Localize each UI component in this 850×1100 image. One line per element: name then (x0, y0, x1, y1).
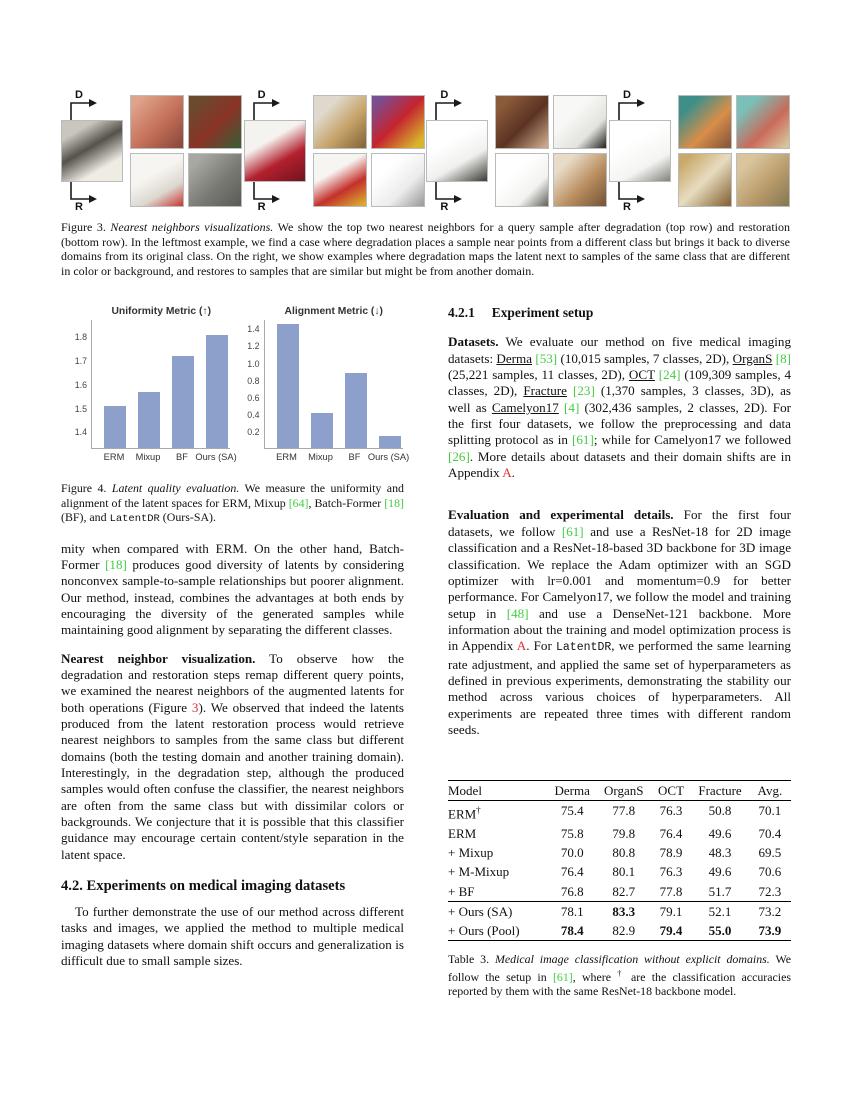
text-segment: We follow the setup in (448, 952, 791, 984)
restoration-label: R (440, 201, 449, 213)
model-cell: ERM† (448, 805, 481, 822)
y-axis-tick: 1.4 (247, 324, 260, 335)
value-cell: 76.3 (659, 864, 683, 880)
text-segment: (25,221 samples, 11 classes, 2D), (448, 367, 629, 383)
value-cell: 82.9 (612, 923, 636, 939)
degradation-arrow-icon (609, 89, 673, 120)
y-axis-tick: 1.8 (74, 332, 87, 343)
text-segment: (10,015 samples, 7 classes, 2D), (557, 350, 733, 366)
degradation-label: D (75, 89, 83, 101)
neighbor-image-courtyard-painting (678, 95, 732, 149)
text-segment: Evaluation and experimental details. (448, 507, 674, 523)
restoration-label: R (75, 201, 83, 213)
value-cell: 69.5 (758, 845, 782, 861)
value-cell: 72.3 (758, 883, 782, 899)
value-cell: 49.6 (708, 864, 732, 880)
bar-mixup (311, 413, 333, 449)
neighbor-image-framed-house-painting (678, 153, 732, 207)
value-cell: 79.1 (659, 903, 683, 919)
value-cell: 75.4 (560, 803, 584, 819)
neighbor-image-dogs-playing-cards-painting (188, 95, 242, 149)
text-segment: We evaluate our method on five medical imaging datasets: (448, 334, 791, 366)
text-segment: Datasets. (448, 334, 499, 350)
x-axis-tick: Ours (SA) (367, 452, 410, 463)
internal-ref-link[interactable]: A (502, 465, 512, 481)
x-axis-tick: Mixup (135, 452, 161, 463)
query-image-red-guitar-photo (244, 120, 306, 182)
citation-link[interactable]: [4] (564, 399, 580, 415)
citation-link[interactable]: [8] (775, 350, 791, 366)
text-segment: are the classification accuracies reported by them with the same ResNet-18 backbone model. (448, 969, 792, 999)
chart-title: Uniformity Metric (↑) (111, 306, 212, 318)
restoration-arrow-icon (61, 182, 125, 213)
citation-link[interactable]: [18] (105, 556, 127, 572)
citation-link[interactable]: [61] (561, 523, 584, 539)
alignment-bar-chart (236, 306, 410, 468)
citation-link[interactable]: [48] (506, 605, 529, 621)
table3-caption (448, 952, 791, 998)
nn-group-4 (609, 89, 790, 213)
text-segment: ; while for Camelyon17 we followed (593, 432, 792, 448)
y-axis-tick: 1.5 (74, 403, 87, 414)
bar-ours-sa- (206, 335, 228, 449)
value-cell: 73.2 (758, 903, 782, 919)
figure3-strip (61, 89, 790, 213)
value-cell: 80.1 (612, 864, 636, 880)
column-header: Fracture (698, 783, 742, 799)
value-cell: 76.3 (659, 803, 683, 819)
value-cell: 52.1 (708, 903, 732, 919)
table-row (448, 882, 791, 901)
model-cell: ERM (448, 826, 477, 842)
value-cell: 70.6 (758, 864, 782, 880)
neighbor-image-flesh-abstract-painting (130, 95, 184, 149)
citation-link[interactable]: [64] (288, 495, 309, 510)
text-segment: , where (572, 969, 618, 984)
value-cell: 83.3 (612, 903, 636, 919)
paragraph-latent-quality (61, 541, 404, 639)
subsection-heading-4-2-1 (448, 305, 791, 321)
table-row (448, 801, 791, 824)
table-row (448, 824, 791, 843)
bar-erm (277, 324, 299, 449)
text-segment: Nearest neighbors visualizations. (110, 220, 274, 234)
neighbor-image-red-electric-guitar-cartoon (313, 153, 367, 207)
figure3-caption (61, 220, 790, 278)
y-axis-tick: 1.6 (74, 379, 87, 390)
table-header-row (448, 781, 791, 801)
left-column (61, 304, 410, 998)
text-segment: Figure 3. (61, 220, 111, 234)
paragraph-evaluation-details (448, 507, 791, 738)
column-header: OCT (658, 783, 685, 799)
figure4-charts (63, 306, 410, 468)
text-segment: , we performed the same learning rate adjustment, and applied the same set of hyperparameters as defined in previous experiments, demonstrating the stability our method across various choices of hyperparameters. All experiments are repeated three times with different random seeds. (448, 638, 791, 737)
text-segment: (Ours-SA). (159, 510, 216, 525)
citation-link[interactable]: [23] (572, 383, 595, 399)
y-axis-tick: 0.2 (247, 426, 260, 437)
text-segment: Table 3. (448, 952, 495, 967)
neighbor-image-red-yellow-guitars-painting (371, 95, 425, 149)
nn-group-2 (244, 89, 425, 213)
citation-link[interactable]: [18] (384, 495, 404, 510)
bar-bf (172, 356, 194, 448)
text-segment: . More details about datasets and their domain shifts are in Appendix (448, 448, 791, 481)
paper-page (61, 89, 792, 999)
y-axis-tick: 1.4 (74, 427, 87, 438)
text-segment: † (617, 968, 625, 978)
value-cell: 70.4 (758, 826, 782, 842)
query-image-horse-head-sketch (426, 120, 488, 182)
x-axis-tick: BF (348, 452, 361, 463)
degradation-label: D (257, 89, 266, 101)
table-row (448, 921, 791, 940)
degradation-label: D (622, 89, 631, 101)
degradation-label: D (440, 89, 449, 101)
column-header: Derma (554, 783, 590, 799)
value-cell: 80.8 (612, 845, 636, 861)
degradation-arrow-icon (426, 89, 490, 120)
text-segment: Camelyon17 (491, 399, 559, 415)
citation-link[interactable]: [61] (572, 432, 594, 448)
citation-link[interactable]: [61] (552, 969, 573, 984)
neighbor-image-guitar-photo (313, 95, 367, 149)
paragraph-medical-intro (61, 904, 404, 969)
y-axis-tick: 1.0 (247, 358, 260, 369)
model-cell: + BF (448, 883, 475, 899)
x-axis-tick: ERM (276, 452, 297, 463)
right-column (448, 304, 791, 998)
nn-group-1 (61, 89, 242, 213)
text-segment: Fracture (523, 383, 567, 399)
neighbor-image-horse-pencil-sketch (495, 153, 549, 207)
text-segment: (BF), and (61, 510, 110, 525)
text-segment: To further demonstrate the use of our method across different tasks and images, we applied the method to multiple medical imaging datasets where domain shift occurs and generalization is difficult due to small sample sizes. (61, 904, 404, 969)
neighbor-image-gray-sculpture-photo (188, 153, 242, 207)
y-axis-tick: 0.4 (247, 409, 260, 420)
nn-group-3 (426, 89, 607, 213)
citation-link[interactable]: [24] (658, 367, 681, 383)
citation-link[interactable]: [53] (535, 350, 558, 366)
bar-bf (345, 373, 367, 448)
figure4-caption (61, 481, 404, 526)
column-header: Model (448, 783, 482, 799)
restoration-label: R (622, 201, 631, 213)
text-segment: Figure 4. (61, 481, 112, 496)
text-segment: For the first four datasets, we follow (448, 507, 791, 539)
text-segment: and use a DenseNet-121 backbone. More information about the training and model optimization process is in Appendix (448, 605, 791, 654)
neighbor-image-brown-horse-painting (495, 95, 549, 149)
model-cell: + Mixup (448, 845, 494, 861)
value-cell: 82.7 (612, 883, 636, 899)
value-cell: 70.0 (560, 845, 584, 861)
value-cell: 48.3 (708, 845, 732, 861)
text-segment: (109,309 samples, 4 classes, 2D), (448, 367, 791, 399)
value-cell: 78.1 (560, 903, 584, 919)
text-segment: Medical image classification without explicit domains. (494, 952, 770, 967)
text-segment: We measure the uniformity and alignment of the latent spaces for ERM, Mixup (61, 481, 404, 510)
value-cell: 76.4 (659, 826, 683, 842)
neighbor-image-house-painting (736, 95, 790, 149)
value-cell: 51.7 (708, 883, 732, 899)
text-segment: OrganS (732, 350, 773, 366)
uniformity-bar-chart (63, 306, 237, 468)
bar-erm (104, 406, 126, 449)
value-cell: 78.9 (659, 845, 683, 861)
restoration-arrow-icon (244, 182, 308, 213)
text-segment: Derma (496, 350, 533, 366)
text-segment: (302,436 samples, 2 classes, 2D). For the first four datasets, we follow the preprocessing and data splitting protocol as in (448, 399, 791, 448)
value-cell: 77.8 (659, 883, 683, 899)
text-segment: Latent quality evaluation. (111, 481, 240, 496)
bar-mixup (138, 392, 160, 449)
y-axis-tick: 0.6 (247, 392, 260, 403)
neighbor-image-penguin-with-sign-cartoon (130, 153, 184, 207)
value-cell: 55.0 (708, 923, 732, 939)
table-row (448, 901, 791, 921)
internal-ref-link[interactable]: 3 (191, 699, 199, 715)
value-cell: 79.8 (612, 826, 636, 842)
internal-ref-link[interactable]: A (516, 638, 527, 654)
text-segment: (1,370 samples, 3 classes, 3D), as well as (448, 383, 791, 415)
neighbor-image-horse-watercolor (553, 153, 607, 207)
text-segment: and use a ResNet-18 for 2D image classification and a ResNet-18-based 3D backbone for 3D image classification. We replace the Adam optimizer with an SGD optimizer with lr=0.001 and momentum=0.9 for better performance. For Camelyon17, we follow the model and training setup in (448, 523, 791, 621)
query-image-house-line-sketch (609, 120, 671, 182)
model-cell: + Ours (SA) (448, 903, 513, 919)
degradation-arrow-icon (244, 89, 308, 120)
restoration-label: R (257, 201, 266, 213)
value-cell: 79.4 (659, 923, 683, 939)
restoration-arrow-icon (609, 182, 673, 213)
text-segment: produces good diversity of latents by considering nonconvex sample-to-sample relationships but poorer alignment. Our method, instead, combines the advantages at both ends by encouraging the diversity of the generated samples while maintaining good alignment by separating the different classes. (61, 556, 404, 638)
text-segment: . For (526, 638, 556, 654)
value-cell: 49.6 (708, 826, 732, 842)
text-segment: , Batch-Former (308, 495, 385, 510)
text-segment: LatentDR (109, 513, 160, 526)
value-cell: 77.8 (612, 803, 636, 819)
text-segment: We show the top two nearest neighbors for a query sample after degradation (top row) and restoration (bottom row). In the leftmost example, we find a case where degradation places a sample near points from a different class but brings it back to diverse domains from its original class. On the right, we show examples where degradation maps the latent next to samples of the same class that are different in color or background, and restores to samples that are similar but might be from another domain. (61, 220, 790, 278)
column-header: OrganS (603, 783, 644, 799)
model-cell: + M-Mixup (448, 864, 510, 880)
subsection-number: 4.2.1 (448, 305, 475, 321)
value-cell: 50.8 (708, 803, 732, 819)
subsection-title: Experiment setup (491, 305, 594, 321)
text-segment: LatentDR (555, 641, 612, 655)
citation-link[interactable]: [26] (448, 448, 470, 464)
text-segment: Nearest neighbor visualization. (61, 650, 256, 666)
neighbor-image-sand-landscape-painting (736, 153, 790, 207)
paragraph-nearest-neighbor (61, 651, 404, 863)
chart-title: Alignment Metric (↓) (284, 306, 383, 318)
x-axis-tick: BF (176, 452, 188, 463)
degradation-arrow-icon (61, 89, 125, 120)
paragraph-datasets (448, 334, 791, 481)
table-row (448, 843, 791, 862)
model-cell: + Ours (Pool) (448, 923, 520, 939)
value-cell: 76.4 (560, 864, 584, 880)
column-header: Avg. (757, 783, 783, 799)
value-cell: 78.4 (560, 923, 584, 939)
text-segment: OCT (628, 367, 655, 383)
bar-ours-sa- (379, 436, 401, 449)
y-axis-tick: 1.2 (247, 341, 260, 352)
value-cell: 70.1 (758, 803, 782, 819)
y-axis-tick: 0.8 (247, 375, 260, 386)
value-cell: 75.8 (560, 826, 584, 842)
value-cell: 76.8 (560, 883, 584, 899)
query-image-cartoon-dog-with-sign (61, 120, 123, 182)
x-axis-tick: Ours (SA) (195, 452, 237, 463)
neighbor-image-guitar-line-sketch (371, 153, 425, 207)
text-segment: ). We observed that indeed the latents produced from the latent restoration process would retrieve nearest neighbors to samples from the same class but different domains (both the testing domain and another training domain). Interestingly, in the degradation step, although the produced samples would often confuse the classifier, the nearest neighbors are often from the same class but with dissimilar colors or backgrounds. We conjecture that it is possible that this classifier guidance may encourage certain content/style separation in the latent space. (61, 699, 405, 862)
results-table (448, 780, 791, 941)
text-segment: mity when compared with ERM. On the other hand, Batch-Former (61, 540, 404, 572)
text-segment: To observe how the degradation and restoration steps remap different query points, we examined the nearest neighbors of the augmented latents for both operations (Figure (61, 650, 404, 715)
table-row (448, 862, 791, 881)
y-axis-tick: 1.7 (74, 356, 87, 367)
text-segment: . (511, 465, 515, 481)
x-axis-tick: ERM (103, 452, 125, 463)
value-cell: 73.9 (758, 923, 782, 939)
restoration-arrow-icon (426, 182, 490, 213)
neighbor-image-horse-ink-drawing (553, 95, 607, 149)
section-heading-4-2: 4.2. Experiments on medical imaging datasets (61, 878, 346, 895)
x-axis-tick: Mixup (308, 452, 333, 463)
